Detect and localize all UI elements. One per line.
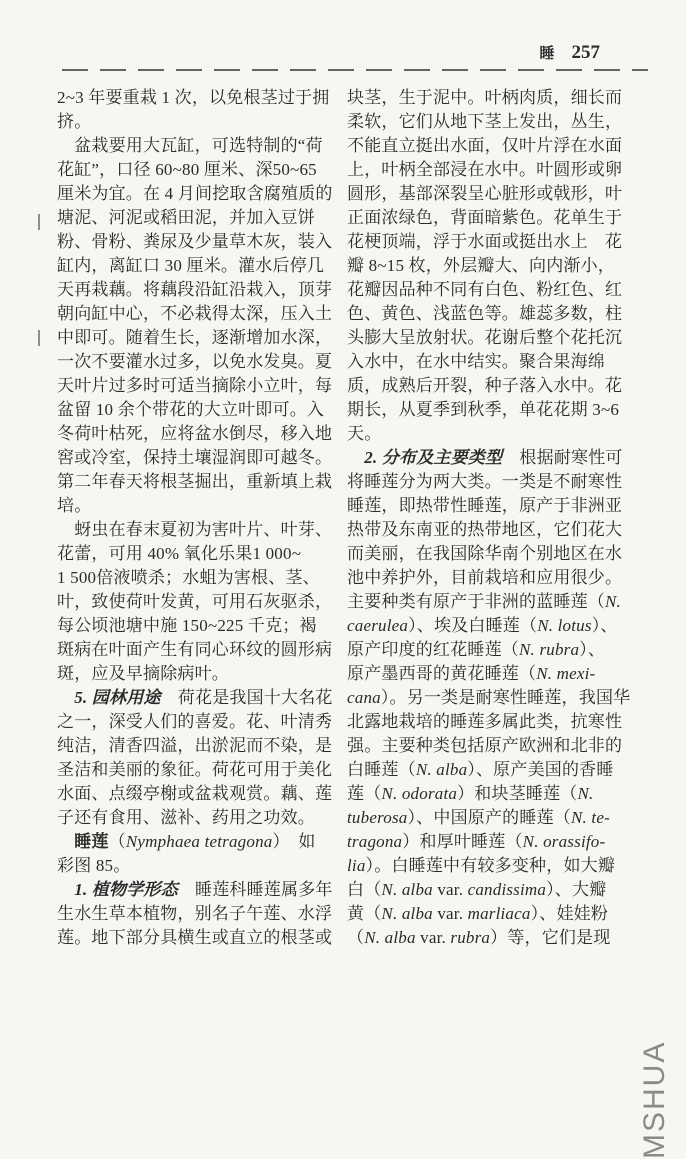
text-line: 培。 (57, 496, 92, 515)
text-line: 不能直立挺出水面，仅叶片浮在水面 (347, 136, 623, 155)
text-line: 厘米为宜。在 4 月间挖取含腐殖质的 (57, 184, 333, 203)
text-line: 冬荷叶枯死，应将盆水倒尽，移入地 (57, 424, 333, 443)
left-column (57, 86, 349, 950)
text-line: 缸内，离缸口 30 厘米。灌水后停几 (57, 256, 325, 275)
text-line: 强。主要种类包括原产欧洲和北非的 (347, 736, 623, 755)
text-line: 期长，从夏季到秋季，单花花期 3~6 (347, 400, 620, 419)
text-line: 原产墨西哥的黄花睡莲（N. mexi- (347, 664, 596, 683)
page-header (539, 42, 600, 64)
text-line: 上，叶柄全部浸在水中。叶圆形或卵 (347, 160, 623, 179)
text-line: 粉、骨粉、粪尿及少量草木灰，装入 (57, 232, 333, 251)
text-line: 每公顷池塘中施 150~225 千克；褐 (57, 616, 317, 635)
text-line: tragona）和厚叶睡莲（N. orassifo- (347, 832, 606, 851)
text-line: 池中养护外，目前栽培和应用很少。 (347, 568, 623, 587)
text-line: 白睡莲（N. alba）、原产美国的香睡 (347, 760, 614, 779)
text-line: 盆栽要用大瓦缸，可选特制的“荷 (57, 136, 323, 155)
text-line: 色、黄色、浅蓝色等。雄蕊多数，柱 (347, 304, 623, 323)
text-line: 主要种类有原产于非洲的蓝睡莲（N. (347, 592, 621, 611)
text-line: 1 500倍液喷杀；水蛆为害根、茎、 (57, 568, 320, 587)
text-line: 柔软，它们从地下茎上发出，丛生， (347, 112, 623, 131)
text-line: 莲。地下部分具横生或直立的根茎或 (57, 928, 333, 947)
text-line: 天。 (347, 424, 382, 443)
text-line: 天再栽藕。将藕段沿缸沿栽入，顶芽 (57, 280, 333, 299)
scan-artifact-mark (38, 330, 40, 346)
text-line: 盆留 10 余个带花的大立叶即可。入 (57, 400, 325, 419)
section-label: 睡 (539, 46, 556, 62)
text-line: 纯洁，清香四溢，出淤泥而不染，是 (57, 736, 333, 755)
text-line: 北露地栽培的睡莲多属此类，抗寒性 (347, 712, 623, 731)
text-line: 窖或冷室，保持土壤湿润即可越冬。 (57, 448, 333, 467)
text-line: 蚜虫在春末夏初为害叶片、叶芽、 (57, 520, 333, 539)
text-line: 睡莲（Nymphaea tetragona） 如 (74, 832, 316, 851)
page-number: 257 (571, 42, 600, 63)
text-line: 5. 园林用途 荷花是我国十大名花 (74, 688, 333, 707)
text-line: （N. alba var. rubra）等，它们是现 (347, 928, 611, 947)
text-line: 斑，应及早摘除病叶。 (57, 664, 229, 683)
text-line: 第二年春天将根茎掘出，重新填上栽 (57, 472, 333, 491)
text-line: 瓣 8~15 枚，外层瓣大、向内渐小， (347, 256, 615, 275)
text-line: 叶，致使荷叶发黄，可用石灰驱杀， (57, 592, 333, 611)
text-line: 花缸”，口径 60~80 厘米、深50~65 (57, 160, 317, 179)
text-line: 花梗顶端，浮于水面或挺出水上 花 (347, 232, 623, 251)
text-line: 花瓣因品种不同有白色、粉红色、红 (347, 280, 623, 299)
text-line: 入水中，在水中结实。聚合果海绵 (347, 352, 605, 371)
text-line: 花蕾，可用 40% 氧化乐果1 000~ (57, 544, 302, 563)
text-line: tuberosa）、中国原产的睡莲（N. te- (347, 808, 610, 827)
text-line: 斑病在叶面产生有同心环纹的圆形病 (57, 640, 333, 659)
text-line: 生水生草本植物，别名子午莲、水浮 (57, 904, 333, 923)
text-line: 圆形，基部深裂呈心脏形或戟形，叶 (347, 184, 623, 203)
text-line: 黄（N. alba var. marliaca）、娃娃粉 (347, 904, 609, 923)
text-line: 而美丽，在我国除华南个别地区在水 (347, 544, 623, 563)
watermark: MSHUA (638, 1040, 671, 1159)
text-line: 2~3 年要重栽 1 次，以免根茎过于拥 (57, 88, 330, 107)
text-line: cana）。另一类是耐寒性睡莲，我国华 (347, 688, 631, 707)
text-line: 圣洁和美丽的象征。荷花可用于美化 (57, 760, 333, 779)
text-line: 睡莲，即热带性睡莲，原产于非洲亚 (347, 496, 623, 515)
text-line: 原产印度的红花睡莲（N. rubra）、 (347, 640, 606, 659)
text-line: 水面、点缀亭榭或盆栽观赏。藕、莲 (57, 784, 333, 803)
text-line: 2. 分布及主要类型 根据耐寒性可 (364, 448, 623, 467)
text-line: 质，成熟后开裂，种子落入水中。花 (347, 376, 623, 395)
scan-artifact-mark (38, 214, 40, 230)
text-line: 块茎，生于泥中。叶柄肉质，细长而 (347, 88, 623, 107)
text-line: 彩图 85。 (57, 856, 131, 875)
text-line: 1. 植物学形态 睡莲科睡莲属多年 (74, 880, 333, 899)
text-line: 热带及东南亚的热带地区，它们花大 (347, 520, 623, 539)
text-line: 朝向缸中心，不必栽得太深，压入土 (57, 304, 333, 323)
text-line: 头膨大呈放射状。花谢后整个花托沉 (347, 328, 623, 347)
text-line: 之一，深受人们的喜爱。花、叶清秀 (57, 712, 333, 731)
header-dashed-rule (62, 69, 648, 71)
text-line: 将睡莲分为两大类。一类是不耐寒性 (347, 472, 623, 491)
right-column (347, 86, 639, 950)
text-line: 一次不要灌水过多，以免水发臭。夏 (57, 352, 333, 371)
text-line: 子还有食用、滋补、药用之功效。 (57, 808, 315, 827)
text-line: 白（N. alba var. candissima）、大瓣 (347, 880, 607, 899)
text-line: 正面浓绿色，背面暗紫色。花单生于 (347, 208, 623, 227)
text-line: 挤。 (57, 112, 92, 131)
text-line: 莲（N. odorata）和块茎睡莲（N. (347, 784, 594, 803)
text-line: 中即可。随着生长，逐渐增加水深， (57, 328, 333, 347)
text-line: 天叶片过多时可适当摘除小立叶，每 (57, 376, 333, 395)
text-line: caerulea）、埃及白睡莲（N. lotus）、 (347, 616, 618, 635)
text-line: lia）。白睡莲中有较多变种，如大瓣 (347, 856, 616, 875)
text-line: 塘泥、河泥或稻田泥，并加入豆饼 (57, 208, 315, 227)
